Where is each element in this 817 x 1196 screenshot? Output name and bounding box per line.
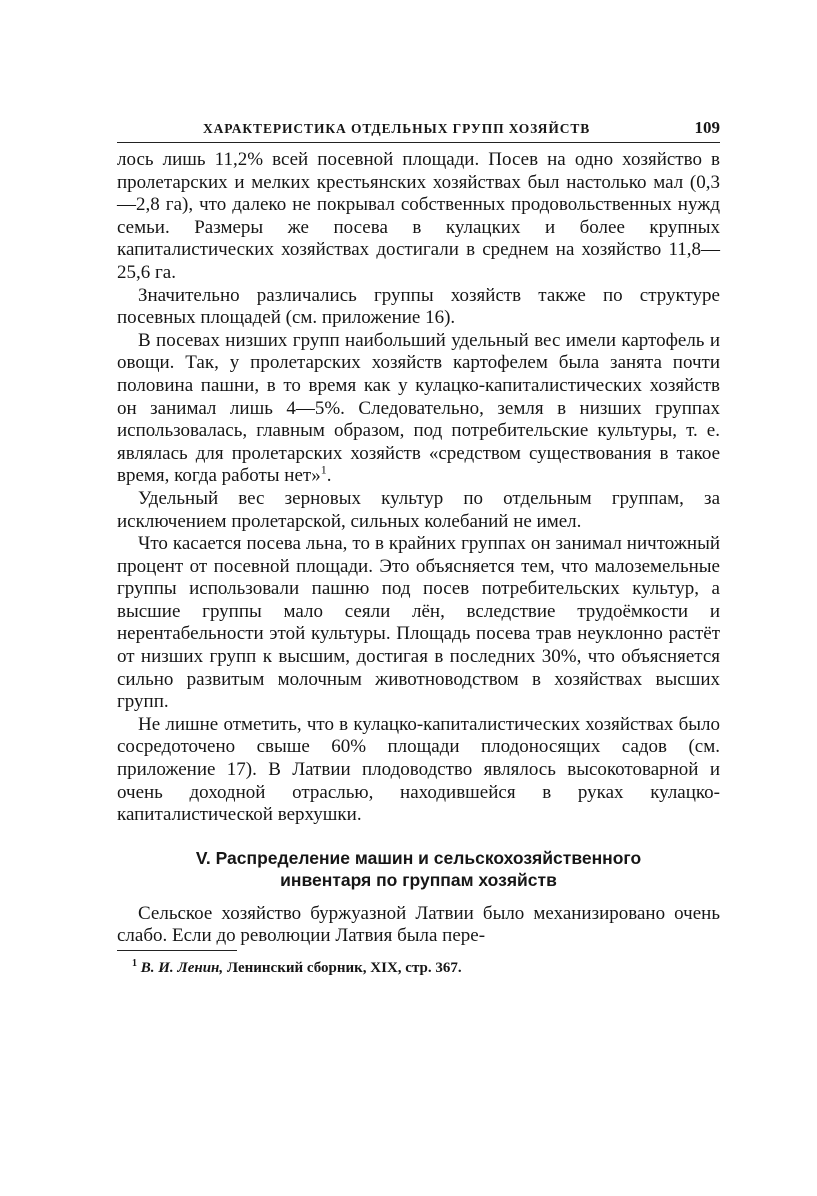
paragraph: Что касается посева льна, то в крайних группах он занимал ничтожный процент от посевной площади. Это объясняется тем, что малоземельные группы использовали пашню под посев потребительских культур, а высшие группы мало сеяли лён, вследствие трудоёмкости и нерентабельности этой культуры. Площадь посева трав неуклонно растёт от низших групп к высшим, достигая в последних 30%, что объясняется сильно развитым молочным животноводством в хозяйствах высших групп.: [117, 533, 720, 713]
running-head: [117, 112, 720, 143]
section-paragraph: Сельское хозяйство буржуазной Латвии было механизировано очень слабо. Если до революции Латвия была пере-: [117, 902, 720, 947]
body-text: [117, 149, 720, 827]
section-heading: [117, 847, 720, 891]
book-page: [117, 112, 720, 978]
footnote-mark: 1: [132, 958, 137, 969]
footnote-reference: 1: [320, 462, 327, 477]
footnote-author: В. И. Ленин,: [140, 960, 224, 976]
section-heading-line: V. Распределение машин и сельскохозяйственного: [195, 847, 642, 868]
paragraph: Не лишне отметить, что в кулацко-капиталистических хозяйствах было сосредоточено свыше 60% площади плодоносящих садов (см. приложение 17). В Латвии плодоводство являлось высокотоварной и очень доходной отраслью, находившейся в руках кулацко-капиталистической верхушки.: [117, 713, 720, 826]
paragraph: В посевах низших групп наибольший удельный вес имели картофель и овощи. Так, у пролетарских хозяйств картофелем была занята почти половина пашни, в то время как у кулацко-капиталистических хозяйств он занимал лишь 4—5%. Следовательно, земля в низших группах использовалась, главным образом, под потребительские культуры, т. е. являлась для пролетарских хозяйств «средством существования в такое время, когда работы нет»$^1$.: [117, 329, 720, 487]
paragraph: Значительно различались группы хозяйств также по структуре посевных площадей (см. приложение 16).: [117, 284, 720, 329]
section-heading-line: инвентаря по группам хозяйств: [280, 869, 557, 890]
footnote: [117, 954, 720, 978]
footnote-divider: [117, 950, 237, 951]
footnote-source: Ленинский сборник, XIX, стр. 367.: [226, 960, 462, 976]
paragraph-text: В посевах низших групп наибольший удельный вес имели картофель и овощи. Так, у пролетарских хозяйств картофелем была занята почти половина пашни, в то время как у кулацко-капиталистических хозяйств он занимал лишь 4—5%. Следовательно, земля в низших группах использовалась, главным образом, под потребительские культуры, т. е. являлась для пролетарских хозяйств «средством существования в такое время, когда работы нет»: [117, 329, 720, 487]
page-number: 109: [694, 118, 720, 137]
paragraph: лось лишь 11,2% всей посевной площади. Посев на одно хозяйство в пролетарских и мелких крестьянских хозяйствах был настолько мал (0,3—2,8 га), что далеко не покрывал собственных продовольственных нужд семьи. Размеры же посева в кулацких и более крупных капиталистических хозяйствах достигали в среднем на хозяйство 11,8—25,6 га.: [117, 149, 720, 283]
paragraph: Удельный вес зерновых культур по отдельным группам, за исключением пролетарской, сильных колебаний не имел.: [117, 487, 720, 532]
running-head-title: ХАРАКТЕРИСТИКА ОТДЕЛЬНЫХ ГРУПП ХОЗЯЙСТВ: [203, 121, 591, 136]
